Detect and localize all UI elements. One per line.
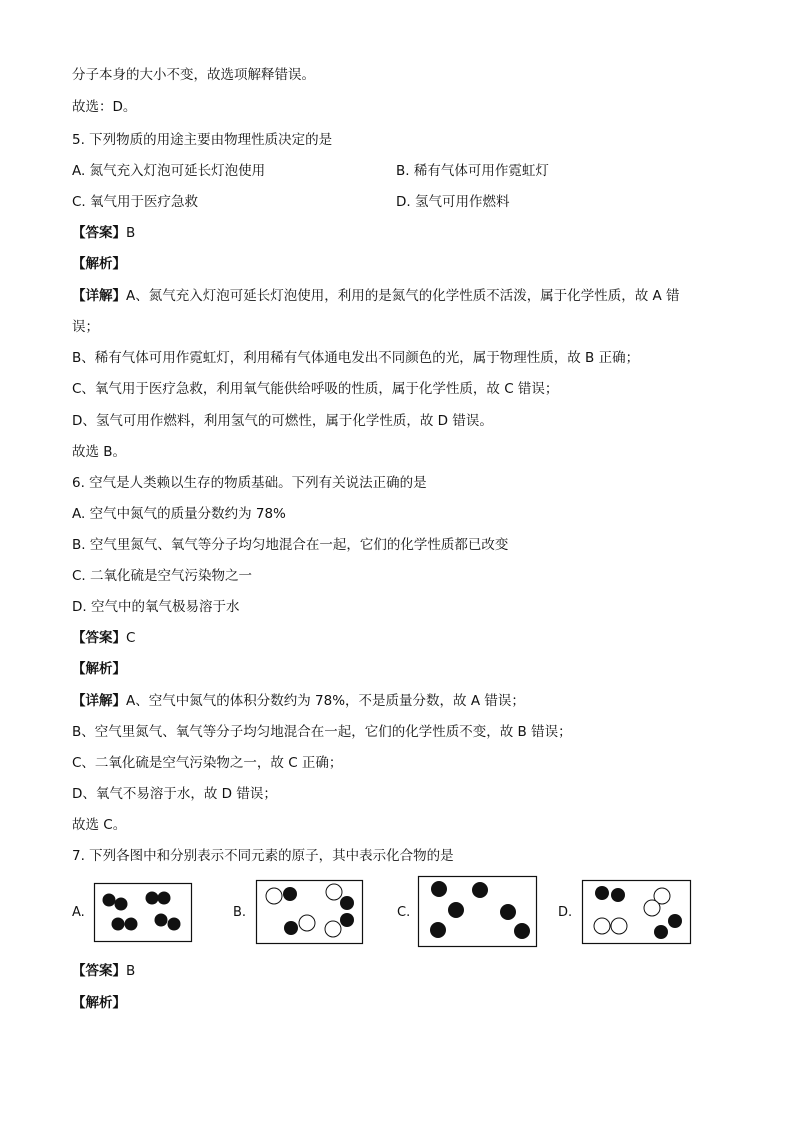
option-5a: A. 氮气充入灯泡可延长灯泡使用 — [72, 163, 266, 179]
figure-a-label: A. — [72, 905, 85, 920]
answer-tag: 【答案】 — [72, 225, 126, 241]
detail-5-1b: 误； — [72, 319, 99, 335]
answer-5 — [72, 224, 135, 242]
answer-value: C — [126, 630, 136, 646]
answer-tag: 【答案】 — [72, 630, 126, 646]
detail-tag: 【详解】 — [72, 288, 126, 304]
analysis-tag: 【解析】 — [72, 256, 126, 272]
detail-text: A、氮气充入灯泡可延长灯泡使用，利用的是氮气的化学性质不活泼，属于化学性质，故 A 错 — [126, 288, 680, 304]
figure-c-diagram — [418, 876, 538, 948]
detail-tag: 【详解】 — [72, 693, 126, 709]
question-7: 7. 下列各图中和分别表示不同元素的原子，其中表示化合物的是 — [72, 848, 454, 864]
answer-7 — [72, 962, 135, 980]
detail-6-3: C、二氧化硫是空气污染物之一，故 C 正确； — [72, 755, 343, 771]
detail-5-3: C、氧气用于医疗急救，利用氧气能供给呼吸的性质，属于化学性质，故 C 错误； — [72, 381, 559, 397]
option-5d: D. 氢气可用作燃料 — [396, 194, 510, 210]
text-line: 分子本身的大小不变，故选项解释错误。 — [72, 67, 315, 83]
detail-text: A、空气中氮气的体积分数约为 78%，不是质量分数，故 A 错误； — [126, 693, 525, 709]
detail-5-1 — [72, 287, 680, 305]
option-6a: A. 空气中氮气的质量分数约为 78% — [72, 506, 286, 522]
figure-d-diagram — [582, 880, 692, 944]
figure-c-label: C. — [397, 905, 411, 920]
detail-6-2: B、空气里氮气、氧气等分子均匀地混合在一起，它们的化学性质不变，故 B 错误； — [72, 724, 572, 740]
question-6: 6. 空气是人类赖以生存的物质基础。下列有关说法正确的是 — [72, 475, 427, 491]
figure-b-diagram — [256, 880, 364, 944]
detail-6-4: D、氧气不易溶于水，故 D 错误； — [72, 786, 277, 802]
option-6c: C. 二氧化硫是空气污染物之一 — [72, 568, 253, 584]
answer-value: B — [126, 225, 136, 241]
option-6b: B. 空气里氮气、氧气等分子均匀地混合在一起，它们的化学性质都已改变 — [72, 537, 509, 553]
figure-a-diagram — [94, 883, 194, 943]
question-5: 5. 下列物质的用途主要由物理性质决定的是 — [72, 132, 333, 148]
option-5b: B. 稀有气体可用作霓虹灯 — [396, 163, 549, 179]
detail-6-1 — [72, 692, 525, 710]
figure-b-label: B. — [233, 905, 247, 920]
select-5: 故选 B。 — [72, 444, 127, 460]
option-6d: D. 空气中的氧气极易溶于水 — [72, 599, 240, 615]
detail-5-4: D、氢气可用作燃料，利用氢气的可燃性，属于化学性质，故 D 错误。 — [72, 413, 493, 429]
detail-5-2: B、稀有气体可用作霓虹灯，利用稀有气体通电发出不同颜色的光，属于物理性质，故 B 正确； — [72, 350, 640, 366]
answer-value: B — [126, 963, 136, 979]
analysis-tag: 【解析】 — [72, 661, 126, 677]
analysis-tag: 【解析】 — [72, 995, 126, 1011]
select-6: 故选 C。 — [72, 817, 127, 833]
figure-d-label: D. — [558, 905, 573, 920]
answer-6 — [72, 629, 135, 647]
option-5c: C. 氧气用于医疗急救 — [72, 194, 199, 210]
answer-tag: 【答案】 — [72, 963, 126, 979]
text-line: 故选：D。 — [72, 99, 137, 115]
